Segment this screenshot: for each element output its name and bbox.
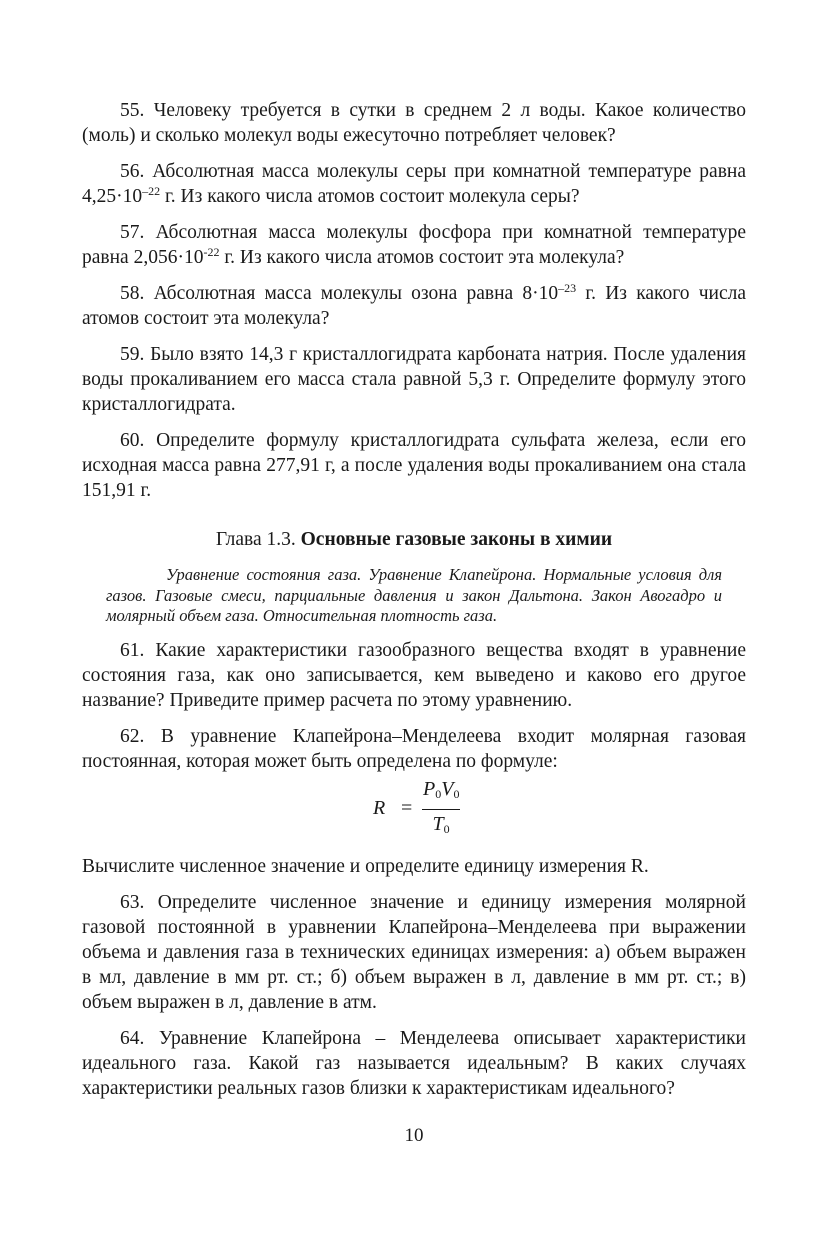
formula-pressure: P	[423, 777, 436, 800]
problem-57-text: 57. Абсолютная масса молекулы фосфора при комнатной температуре равна 2,056·10	[82, 222, 746, 268]
formula-temperature-sub: 0	[443, 821, 450, 836]
formula-denominator	[423, 813, 459, 837]
problem-58-exponent: –23	[558, 281, 577, 295]
problem-57	[82, 220, 746, 270]
chapter-title: Основные газовые законы в химии	[300, 529, 613, 550]
problem-58	[82, 281, 746, 331]
formula-volume: V	[441, 777, 454, 800]
problem-58-text-end: г. Из какого числа атомов состоит эта молекула?	[82, 283, 746, 329]
page-number: 10	[404, 1125, 424, 1146]
problem-64: 64. Уравнение Клапейрона – Менделеева описывает характеристики идеального газа. Какой газ называется идеальным? В каких случаях характеристики реальных газов близки к характеристикам идеального?	[82, 1027, 746, 1099]
formula-lhs: R	[373, 796, 386, 819]
problem-62-question: Вычислите численное значение и определите единицу измерения R.	[82, 855, 649, 877]
problem-56-exponent: –22	[142, 184, 161, 198]
formula-numerator	[423, 778, 459, 802]
problem-56-text-end: г. Из какого числа атомов состоит молекула серы?	[160, 186, 580, 207]
problem-62: 62. В уравнение Клапейрона–Менделеева входит молярная газовая постоянная, которая может быть определена по формуле:	[82, 725, 746, 772]
fraction-bar	[422, 809, 460, 810]
gas-constant-formula	[82, 778, 746, 848]
problem-61: 61. Какие характеристики газообразного вещества входят в уравнение состояния газа, как оно записывается, кем выведено и каково его другое название? Приведите пример расчета по этому уравнению.	[82, 639, 746, 711]
page-content	[82, 98, 746, 1112]
formula-temperature: T	[432, 812, 444, 835]
formula-volume-sub: 0	[453, 786, 460, 801]
problem-59: 59. Было взято 14,3 г кристаллогидрата карбоната натрия. После удаления воды прокаливанием его масса стала равной 5,3 г. Определите формулу этого кристаллогидрата.	[82, 344, 746, 415]
problem-56-text: 56. Абсолютная масса молекулы серы при комнатной температуре равна 4,25·10	[82, 161, 746, 207]
problem-57-exponent: -22	[203, 245, 220, 259]
problem-55: 55. Человеку требуется в сутки в среднем 2 л воды. Какое количество (моль) и сколько молекул воды ежесуточно потребляет человек?	[82, 100, 746, 146]
problem-56	[82, 159, 746, 209]
problem-60: 60. Определите формулу кристаллогидрата сульфата железа, если его исходная масса равна 277,91 г, а после удаления воды прокаливанием она стала 151,91 г.	[82, 430, 746, 501]
problem-58-text: 58. Абсолютная масса молекулы озона равна 8·10	[120, 283, 559, 304]
formula-pressure-sub: 0	[435, 786, 442, 801]
chapter-prefix: Глава 1.3.	[215, 529, 301, 550]
chapter-heading	[82, 527, 746, 552]
problem-63: 63. Определите численное значение и единицу измерения молярной газовой постоянной в уравнении Клапейрона–Менделеева при выражении объема и давления газа в технических единицах измерения: а) объем выражен в мл, давление в мм рт. ст.; б) объем выражен в л, давление в мм рт. ст.; в) объем выражен в л, давление в атм.	[82, 891, 746, 1013]
problem-57-text-end: г. Из какого числа атомов состоит эта молекула?	[219, 247, 625, 268]
formula-equals: =	[401, 796, 413, 819]
chapter-keywords: Уравнение состояния газа. Уравнение Клапейрона. Нормальные условия для газов. Газовые смеси, парциальные давления и закон Дальтона. Закон Авогадро и молярный объем газа. Относительная плотность газа.	[106, 565, 722, 625]
